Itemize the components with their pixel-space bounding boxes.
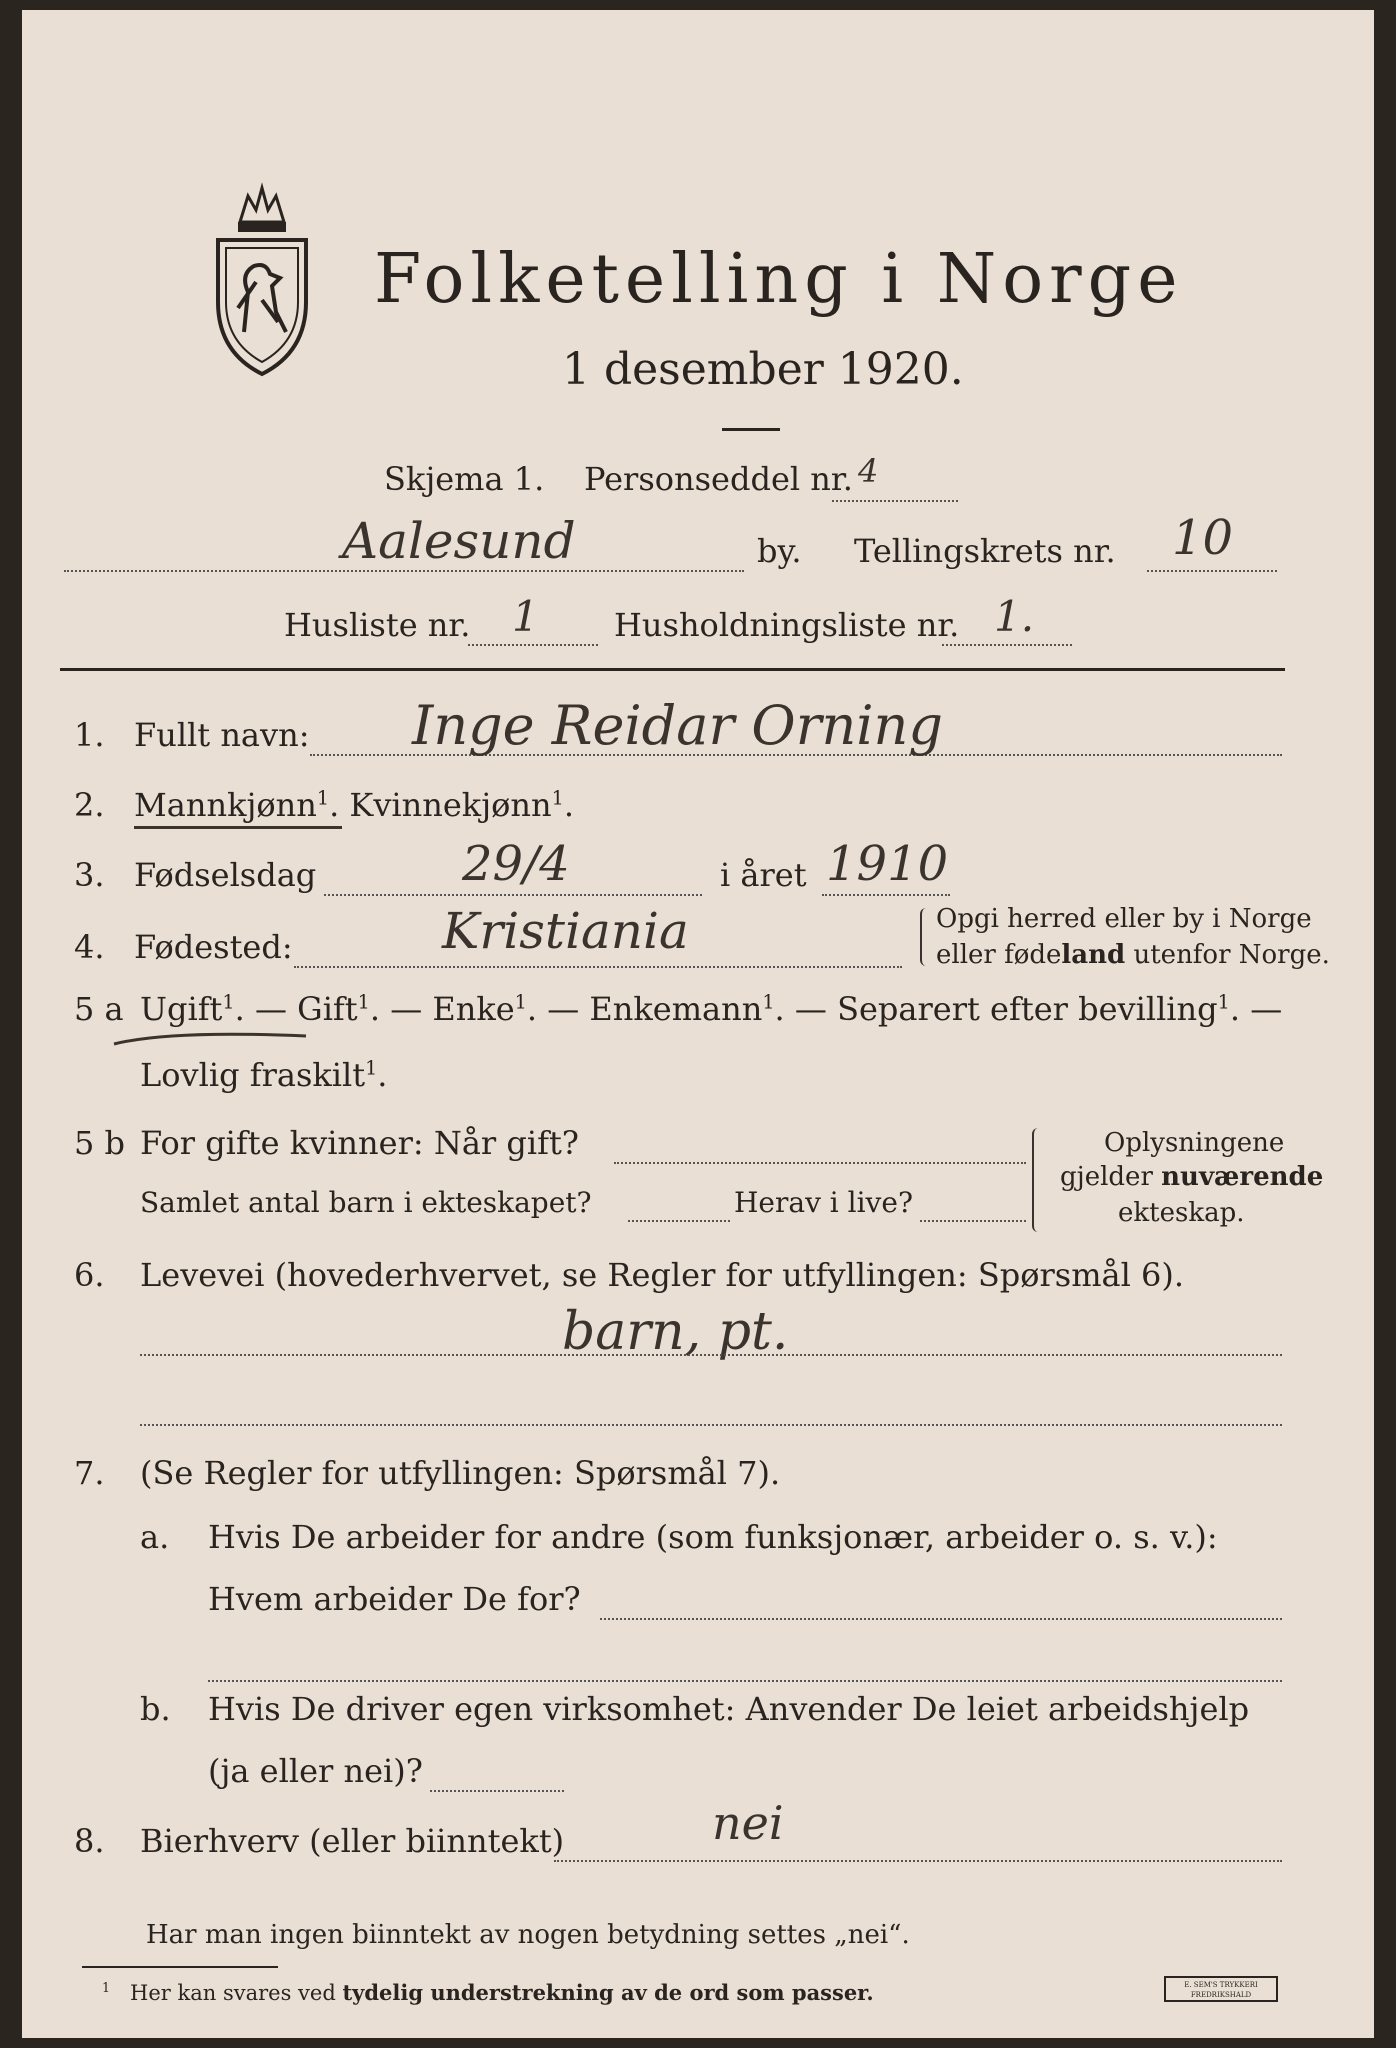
q5b-alive-label: Herav i live? [734, 1186, 913, 1219]
q7a-letter: a. [140, 1518, 170, 1556]
tellingskrets-value[interactable]: 10 [1172, 510, 1234, 566]
form-title: Folketelling i Norge [374, 240, 1184, 319]
birthplace-value[interactable]: Kristiania [442, 902, 689, 960]
q8-number: 8. [74, 1822, 105, 1860]
norway-coat-of-arms-icon [210, 182, 314, 378]
mannkjonn-option[interactable]: Mannkjønn$^1$. [134, 786, 340, 824]
place-value[interactable]: Aalesund [342, 512, 576, 570]
ugift-option[interactable]: Ugift$^1$. [140, 990, 245, 1028]
q7-number: 7. [74, 1454, 105, 1492]
personseddel-label: Personseddel nr. [584, 460, 853, 498]
separert-option[interactable]: — Separert efter bevilling$^1$. — [794, 990, 1283, 1028]
q4-note-line1: Opgi herred eller by i Norge [936, 904, 1312, 934]
skjema-label: Skjema 1. [384, 460, 545, 498]
footnote: $^1$ Her kan svares ved tydelig understrekning av de ord som passer. [102, 1980, 874, 2005]
year-label: i året [720, 856, 807, 894]
by-label: by. [757, 532, 802, 570]
occupation-value[interactable]: barn, pt. [562, 1302, 789, 1362]
full-name-value[interactable]: Inge Reidar Orning [412, 694, 943, 757]
q8-label: Bierhverv (eller biinntekt) [140, 1822, 565, 1860]
q6-number: 6. [74, 1256, 105, 1294]
q7b-label2: (ja eller nei)? [208, 1752, 423, 1790]
footer-note: Har man ingen biinntekt av nogen betydning settes „nei“. [146, 1920, 910, 1950]
enkemann-option[interactable]: — Enkemann$^1$. [547, 990, 785, 1028]
q5b-note3: ekteskap. [1118, 1198, 1245, 1228]
q1-number: 1. [74, 716, 105, 754]
q4-note-line2: eller fødeland utenfor Norge. [936, 940, 1330, 970]
q5a-number: 5 a [74, 990, 124, 1028]
form-date: 1 desember 1920. [562, 344, 964, 395]
q7b-label1: Hvis De driver egen virksomhet: Anvender De leiet arbeidshjelp [208, 1690, 1250, 1728]
q5b-number: 5 b [74, 1124, 126, 1162]
title-divider [722, 428, 780, 431]
q2-options [134, 786, 574, 824]
q7b-letter: b. [140, 1690, 171, 1728]
q5b-label: For gifte kvinner: Når gift? [140, 1124, 579, 1162]
footnote-rule [82, 1966, 278, 1968]
q7a-label1: Hvis De arbeider for andre (som funksjonær, arbeider o. s. v.): [208, 1518, 1218, 1556]
husliste-label: Husliste nr. [284, 606, 471, 644]
husliste-value[interactable]: 1 [512, 592, 539, 641]
q3-label: Fødselsdag [134, 856, 317, 894]
header-rule [60, 668, 1285, 671]
printer-stamp: E. SEM'S TRYKKERI FREDRIKSHALD [1164, 1976, 1278, 2002]
q7-label: (Se Regler for utfyllingen: Spørsmål 7). [140, 1454, 781, 1492]
q5b-note1: Oplysningene [1104, 1128, 1285, 1158]
tellingskrets-label: Tellingskrets nr. [854, 532, 1116, 570]
q4-label: Fødested: [134, 928, 293, 966]
lovlig-fraskilt-option[interactable]: Lovlig fraskilt$^1$. [140, 1056, 388, 1094]
husholdningsliste-label: Husholdningsliste nr. [614, 606, 960, 644]
birthdate-value[interactable]: 29/4 [462, 836, 570, 892]
gift-option[interactable]: — Gift$^1$. [254, 990, 381, 1028]
census-form [22, 10, 1374, 2038]
q2-number: 2. [74, 786, 105, 824]
husholdningsliste-value[interactable]: 1. [994, 592, 1035, 641]
enke-option[interactable]: — Enke$^1$. [390, 990, 538, 1028]
q4-number: 4. [74, 928, 105, 966]
q6-label: Levevei (hovederhvervet, se Regler for utfyllingen: Spørsmål 6). [140, 1256, 1185, 1294]
q1-label: Fullt navn: [134, 716, 310, 754]
birthyear-value[interactable]: 1910 [826, 836, 949, 892]
side-income-value[interactable]: nei [712, 1796, 784, 1850]
q5a-options [140, 990, 1282, 1028]
ugift-underline [110, 1026, 310, 1050]
mannkjonn-underline [134, 826, 342, 829]
personseddel-value[interactable]: 4 [858, 452, 879, 490]
kvinnekjonn-option[interactable]: Kvinnekjønn$^1$. [349, 786, 574, 824]
q5b-children-label: Samlet antal barn i ekteskapet? [140, 1186, 592, 1219]
q7a-label2: Hvem arbeider De for? [208, 1580, 581, 1618]
q3-number: 3. [74, 856, 105, 894]
q5b-note2: gjelder nuværende [1060, 1162, 1324, 1192]
